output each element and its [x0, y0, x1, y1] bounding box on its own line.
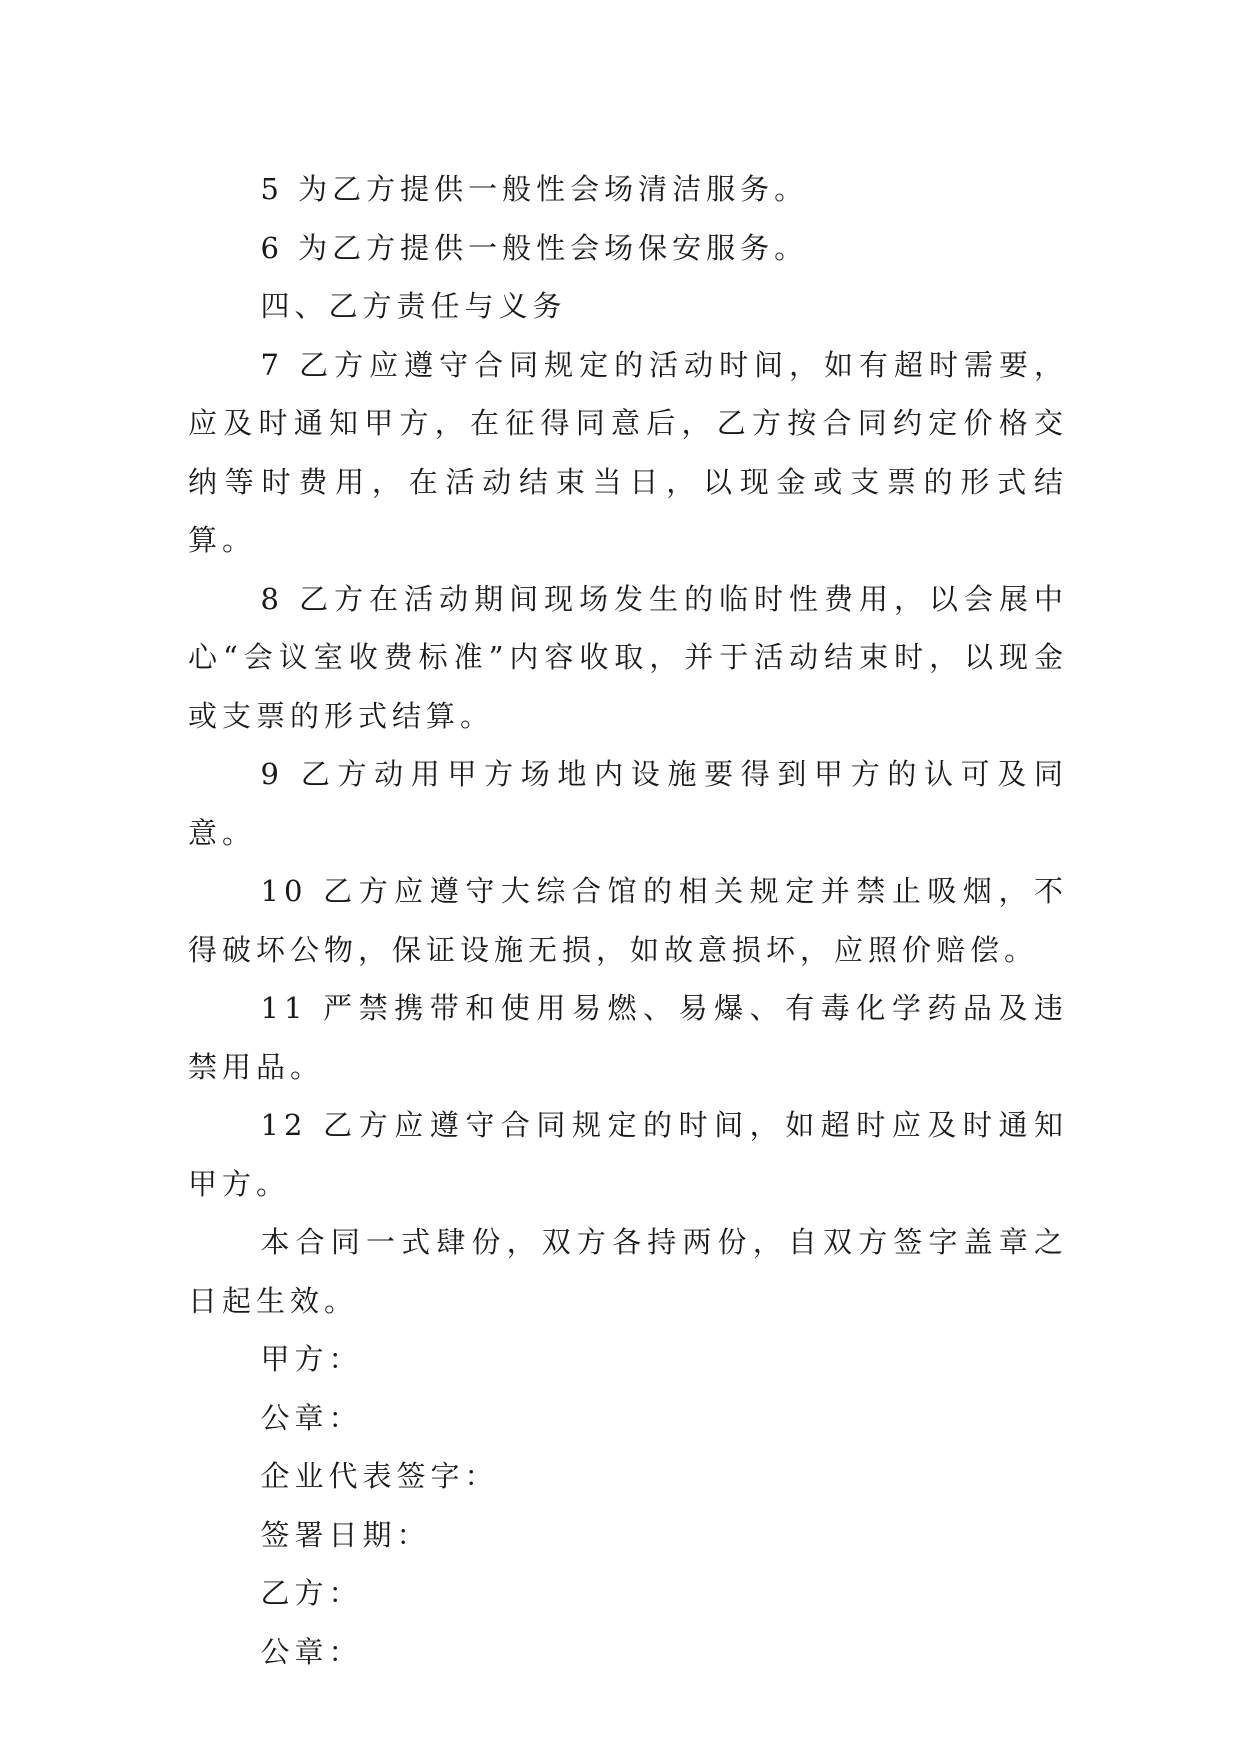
party-a-field: 甲方：	[260, 1342, 363, 1376]
clause-10: 10 乙方应遵守大综合馆的相关规定并禁止吸烟，不得破坏公物，保证设施无损，如故意损坏，应照价赔偿。	[188, 874, 1068, 967]
clause-9: 9 乙方动用甲方场地内设施要得到甲方的认可及同意。	[188, 757, 1068, 850]
party-b-field: 乙方：	[260, 1576, 363, 1610]
representative-signature-field: 企业代表签字：	[260, 1459, 499, 1493]
party-b-seal-field: 公章：	[260, 1634, 363, 1669]
clause-5: 5 为乙方提供一般性会场清洁服务。	[260, 172, 809, 206]
clause-11: 11 严禁携带和使用易燃、易爆、有毒化学药品及违禁用品。	[188, 991, 1068, 1084]
effectiveness-clause: 本合同一式肆份，双方各持两份，自双方签字盖章之日起生效。	[188, 1225, 1068, 1318]
clause-7: 7 乙方应遵守合同规定的活动时间，如有超时需要，应及时通知甲方，在征得同意后，乙方按合同约定价格交纳等时费用，在活动结束当日，以现金或支票的形式结算。	[188, 347, 1068, 557]
clause-12: 12 乙方应遵守合同规定的时间，如超时应及时通知甲方。	[188, 1108, 1068, 1201]
clause-8: 8 乙方在活动期间现场发生的临时性费用，以会展中心“会议室收费标准”内容收取，并于活动结束时，以现金或支票的形式结算。	[188, 581, 1068, 733]
section-heading: 四、乙方责任与义务	[260, 289, 567, 323]
party-a-seal-field: 公章：	[260, 1400, 363, 1435]
signing-date-field: 签署日期：	[260, 1517, 431, 1552]
contract-text	[188, 160, 1068, 1681]
clause-6: 6 为乙方提供一般性会场保安服务。	[260, 230, 809, 265]
